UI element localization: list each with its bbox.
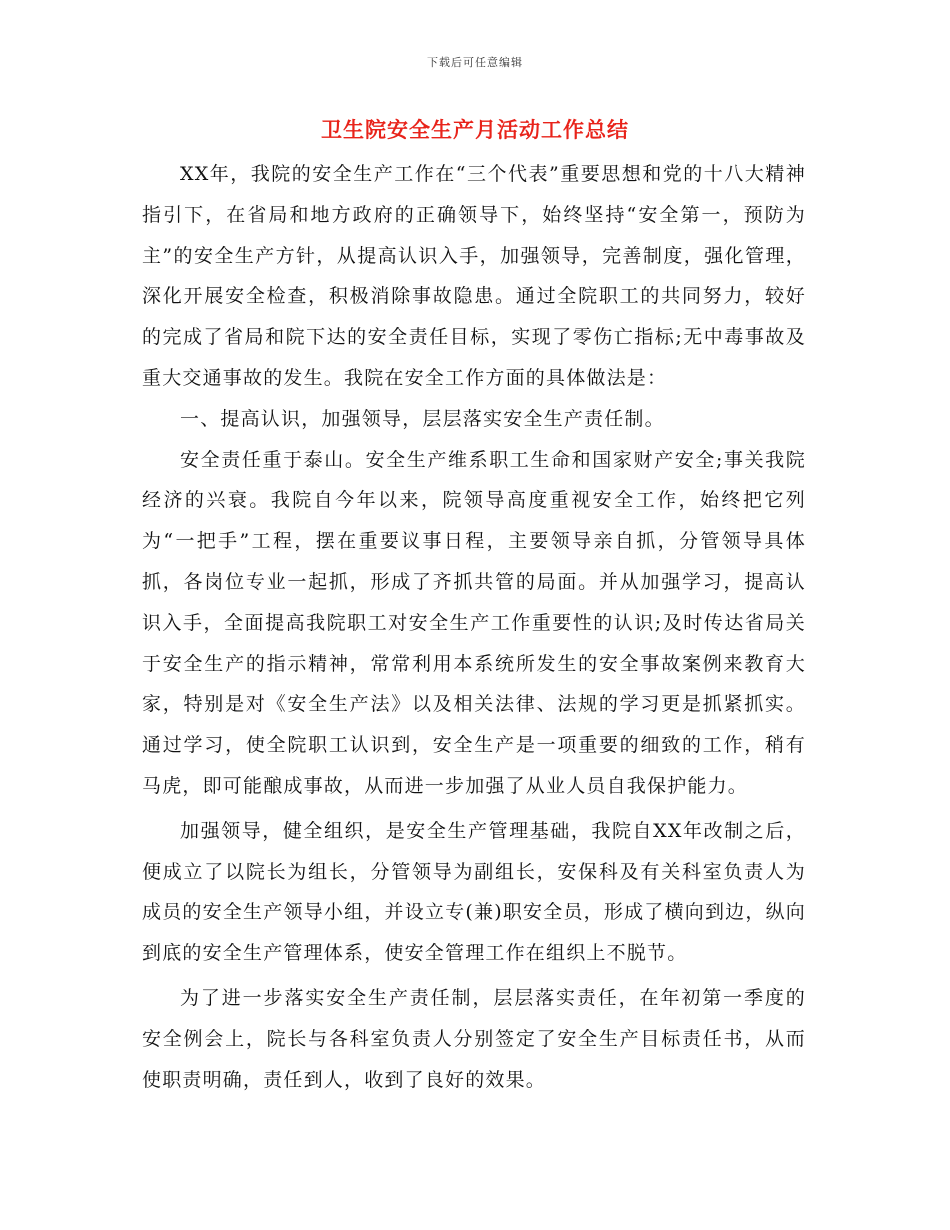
paragraph-organization: 加强领导，健全组织，是安全生产管理基础，我院自XX年改制之后，便成立了以院长为组长，分管领导为副组长，安保科及有关科室负责人为成员的安全生产领导小组，并设立专(兼)职安全员，形成了横向到边，纵向到底的安全生产管理体系，使安全管理工作在组织上不脱节。	[142, 819, 806, 965]
document-title: 卫生院安全生产月活动工作总结	[321, 117, 629, 142]
paragraph-intro: XX年，我院的安全生产工作在“三个代表”重要思想和党的十八大精神指引下，在省局和地方政府的正确领导下，始终坚持“安全第一，预防为主”的安全生产方针，从提高认识入手，加强领导，完善制度，强化管理，深化开展安全检查，积极消除事故隐患。通过全院职工的共同努力，较好的完成了省局和院下达的安全责任目标，实现了零伤亡指标;无中毒事故及重大交通事故的发生。我院在安全工作方面的具体做法是：	[142, 163, 806, 389]
paragraph-accountability: 为了进一步落实安全生产责任制，层层落实责任，在年初第一季度的安全例会上，院长与各科室负责人分别签定了安全生产目标责任书，从而使职责明确，责任到人，收到了良好的效果。	[142, 986, 806, 1091]
paragraph-responsibility: 安全责任重于泰山。安全生产维系职工生命和国家财产安全;事关我院经济的兴衰。我院自今年以来，院领导高度重视安全工作，始终把它列为“一把手”工程，摆在重要议事日程，主要领导亲自抓，分管领导具体抓，各岗位专业一起抓，形成了齐抓共管的局面。并从加强学习，提高认识入手，全面提高我院职工对安全生产工作重要性的认识;及时传达省局关于安全生产的指示精神，常常利用本系统所发生的安全事故案例来教育大家，特别是对《安全生产法》以及相关法律、法规的学习更是抓紧抓实。通过学习，使全院职工认识到，安全生产是一项重要的细致的工作，稍有马虎，即可能酿成事故，从而进一步加强了从业人员自我保护能力。	[142, 448, 806, 797]
document-body	[142, 154, 806, 1100]
paragraph-section-heading: 一、提高认识，加强领导，层层落实安全生产责任制。	[180, 407, 665, 430]
header-note: 下载后可任意编辑	[427, 56, 523, 69]
